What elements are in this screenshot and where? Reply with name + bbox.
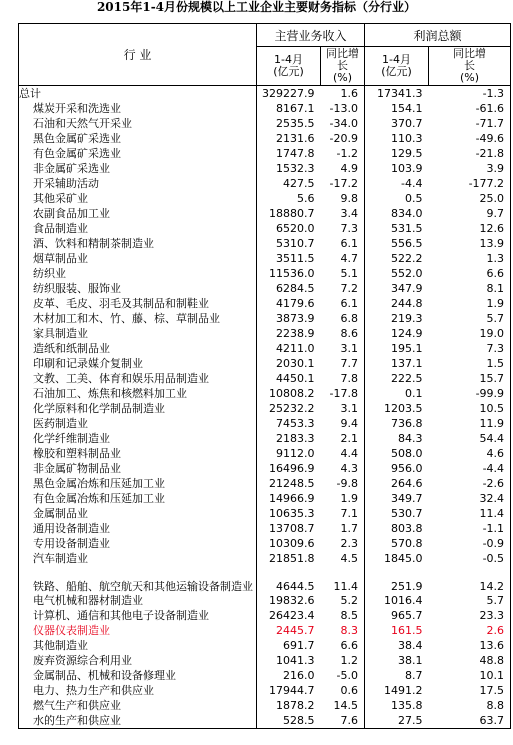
industry-name-cell: 造纸和纸制品业 bbox=[19, 341, 257, 356]
table-row bbox=[19, 356, 511, 371]
revenue-growth-cell: 1.9 bbox=[321, 491, 365, 506]
profit-value-cell: 110.3 bbox=[391, 132, 423, 145]
revenue-growth-cell: -1.2 bbox=[321, 146, 365, 161]
profit-growth-cell: 54.4 bbox=[429, 431, 511, 446]
table-row bbox=[19, 191, 511, 206]
industry-name-cell: 电力、热力生产和供应业 bbox=[19, 683, 257, 698]
revenue-value-cell: 21851.8 bbox=[269, 552, 315, 565]
profit-growth-cell: 8.1 bbox=[429, 281, 511, 296]
revenue-growth-cell: 6.1 bbox=[321, 236, 365, 251]
profit-value-cell: 530.7 bbox=[391, 507, 423, 520]
revenue-value-cell: 10808.2 bbox=[269, 387, 315, 400]
profit-growth-cell: 14.2 bbox=[429, 566, 511, 593]
table-row bbox=[19, 116, 511, 131]
revenue-group-header: 主营业务收入 bbox=[257, 24, 365, 47]
revenue-growth-cell: 8.3 bbox=[321, 623, 365, 638]
table-row bbox=[19, 146, 511, 161]
table-row bbox=[19, 668, 511, 683]
revenue-value-cell: 1041.3 bbox=[276, 654, 315, 667]
table-body bbox=[19, 86, 511, 729]
revenue-value-cell: 4211.0 bbox=[276, 342, 315, 355]
profit-value-cell: 103.9 bbox=[391, 162, 423, 175]
revenue-value-cell: 25232.2 bbox=[269, 402, 315, 415]
revenue-value-cell: 691.7 bbox=[283, 639, 315, 652]
profit-growth-cell: -99.9 bbox=[429, 386, 511, 401]
profit-value-cell: 219.3 bbox=[391, 312, 423, 325]
profit-value-cell: 0.5 bbox=[405, 192, 423, 205]
table-row bbox=[19, 206, 511, 221]
industry-name-cell: 文教、工美、体育和娱乐用品制造业 bbox=[19, 371, 257, 386]
profit-growth-cell: 3.9 bbox=[429, 161, 511, 176]
profit-growth-cell: 9.7 bbox=[429, 206, 511, 221]
industry-name-cell: 煤炭开采和洗选业 bbox=[19, 101, 257, 116]
revenue-value-cell: 2238.9 bbox=[276, 327, 315, 340]
industry-name-cell: 黑色金属冶炼和压延加工业 bbox=[19, 476, 257, 491]
profit-growth-cell: -2.6 bbox=[429, 476, 511, 491]
table-row bbox=[19, 131, 511, 146]
profit-value-cell: 0.1 bbox=[405, 387, 423, 400]
profit-growth-cell: 25.0 bbox=[429, 191, 511, 206]
industry-name-cell: 木材加工和木、竹、藤、棕、草制品业 bbox=[19, 311, 257, 326]
table-row bbox=[19, 476, 511, 491]
table-row bbox=[19, 221, 511, 236]
revenue-growth-cell: 9.8 bbox=[321, 191, 365, 206]
revenue-value-cell: 10309.6 bbox=[269, 537, 315, 550]
table-row bbox=[19, 698, 511, 713]
revenue-growth-cell: 3.1 bbox=[321, 341, 365, 356]
table-row bbox=[19, 101, 511, 116]
revenue-growth-cell: 6.6 bbox=[321, 638, 365, 653]
revenue-value-cell: 21248.5 bbox=[269, 477, 315, 490]
revenue-growth-cell: -5.0 bbox=[321, 668, 365, 683]
revenue-growth-cell: 7.1 bbox=[321, 506, 365, 521]
profit-growth-cell: 8.8 bbox=[429, 698, 511, 713]
industry-name-cell: 非金属矿物制品业 bbox=[19, 461, 257, 476]
profit-growth-cell: 12.6 bbox=[429, 221, 511, 236]
revenue-growth-header: 同比增 长 (%) bbox=[321, 47, 365, 86]
industry-name-cell: 食品制造业 bbox=[19, 221, 257, 236]
industry-header: 行 业 bbox=[19, 24, 257, 86]
profit-growth-cell: -0.9 bbox=[429, 536, 511, 551]
revenue-value-cell: 9112.0 bbox=[276, 447, 315, 460]
revenue-growth-cell: 1.7 bbox=[321, 521, 365, 536]
profit-value-cell: 531.5 bbox=[391, 222, 423, 235]
revenue-value-cell: 2030.1 bbox=[276, 357, 315, 370]
revenue-value-cell: 3511.5 bbox=[276, 252, 315, 265]
revenue-value-cell: 3873.9 bbox=[276, 312, 315, 325]
profit-value-cell: 956.0 bbox=[391, 462, 423, 475]
revenue-growth-cell: 2.1 bbox=[321, 431, 365, 446]
revenue-growth-cell: -34.0 bbox=[321, 116, 365, 131]
revenue-growth-cell: 7.3 bbox=[321, 221, 365, 236]
profit-value-cell: 38.4 bbox=[398, 639, 423, 652]
profit-value-cell: 736.8 bbox=[391, 417, 423, 430]
profit-value-cell: 370.7 bbox=[391, 117, 423, 130]
revenue-value-cell: 6284.5 bbox=[276, 282, 315, 295]
revenue-value-cell: 18880.7 bbox=[269, 207, 315, 220]
table-row bbox=[19, 566, 511, 593]
profit-growth-cell: -4.4 bbox=[429, 461, 511, 476]
revenue-growth-cell: 3.1 bbox=[321, 401, 365, 416]
revenue-value-cell: 216.0 bbox=[283, 669, 315, 682]
table-row bbox=[19, 236, 511, 251]
revenue-growth-cell: -17.2 bbox=[321, 176, 365, 191]
industry-name-cell: 仪器仪表制造业 bbox=[19, 623, 257, 638]
revenue-growth-cell: 6.1 bbox=[321, 296, 365, 311]
revenue-growth-cell: 9.4 bbox=[321, 416, 365, 431]
table-row bbox=[19, 506, 511, 521]
revenue-value-cell: 1747.8 bbox=[276, 147, 315, 160]
profit-value-cell: 135.8 bbox=[391, 699, 423, 712]
profit-growth-cell: 10.5 bbox=[429, 401, 511, 416]
table-row bbox=[19, 176, 511, 191]
table-row bbox=[19, 713, 511, 729]
revenue-growth-cell: 14.5 bbox=[321, 698, 365, 713]
profit-growth-cell: -61.6 bbox=[429, 101, 511, 116]
revenue-value-cell: 4450.1 bbox=[276, 372, 315, 385]
revenue-value-cell: 6520.0 bbox=[276, 222, 315, 235]
profit-growth-cell: 5.7 bbox=[429, 311, 511, 326]
profit-value-cell: -4.4 bbox=[401, 177, 423, 190]
profit-value-cell: 244.8 bbox=[391, 297, 423, 310]
industry-name-cell: 纺织服装、服饰业 bbox=[19, 281, 257, 296]
table-row bbox=[19, 536, 511, 551]
industry-name-cell: 石油加工、炼焦和核燃料加工业 bbox=[19, 386, 257, 401]
revenue-value-cell: 2535.5 bbox=[276, 117, 315, 130]
profit-growth-cell: 17.5 bbox=[429, 683, 511, 698]
table-row bbox=[19, 401, 511, 416]
revenue-value-cell: 2183.3 bbox=[276, 432, 315, 445]
industry-name-cell: 汽车制造业 bbox=[19, 551, 257, 566]
profit-value-cell: 803.8 bbox=[391, 522, 423, 535]
profit-growth-cell: -49.6 bbox=[429, 131, 511, 146]
profit-value-cell: 1845.0 bbox=[384, 552, 423, 565]
profit-growth-cell: 19.0 bbox=[429, 326, 511, 341]
industry-name-cell: 专用设备制造业 bbox=[19, 536, 257, 551]
profit-value-cell: 124.9 bbox=[391, 327, 423, 340]
table-row bbox=[19, 608, 511, 623]
revenue-value-cell: 5310.7 bbox=[276, 237, 315, 250]
table-row bbox=[19, 281, 511, 296]
profit-growth-cell: -21.8 bbox=[429, 146, 511, 161]
table-row bbox=[19, 266, 511, 281]
industry-name-cell: 黑色金属矿采选业 bbox=[19, 131, 257, 146]
industry-name-cell: 家具制造业 bbox=[19, 326, 257, 341]
table-row bbox=[19, 371, 511, 386]
profit-growth-cell: 15.7 bbox=[429, 371, 511, 386]
profit-growth-cell: 48.8 bbox=[429, 653, 511, 668]
table-header bbox=[19, 24, 511, 86]
industry-name-cell: 橡胶和塑料制品业 bbox=[19, 446, 257, 461]
profit-growth-cell: 5.7 bbox=[429, 593, 511, 608]
revenue-growth-cell: 4.9 bbox=[321, 161, 365, 176]
table-row bbox=[19, 161, 511, 176]
profit-growth-cell: -71.7 bbox=[429, 116, 511, 131]
revenue-growth-cell: 4.7 bbox=[321, 251, 365, 266]
industry-name-cell: 有色金属冶炼和压延加工业 bbox=[19, 491, 257, 506]
revenue-growth-cell: -9.8 bbox=[321, 476, 365, 491]
revenue-growth-cell: 2.3 bbox=[321, 536, 365, 551]
industry-name-cell: 烟草制品业 bbox=[19, 251, 257, 266]
revenue-value-cell: 26423.4 bbox=[269, 609, 315, 622]
table-row bbox=[19, 638, 511, 653]
table-row bbox=[19, 653, 511, 668]
revenue-value-cell: 2131.6 bbox=[276, 132, 315, 145]
revenue-growth-cell: 4.5 bbox=[321, 551, 365, 566]
profit-value-cell: 834.0 bbox=[391, 207, 423, 220]
profit-value-cell: 251.9 bbox=[391, 580, 423, 593]
industry-name-cell: 金属制品业 bbox=[19, 506, 257, 521]
profit-growth-cell: 10.1 bbox=[429, 668, 511, 683]
industry-name-cell: 有色金属矿采选业 bbox=[19, 146, 257, 161]
profit-value-cell: 38.1 bbox=[398, 654, 423, 667]
revenue-growth-cell: 5.2 bbox=[321, 593, 365, 608]
revenue-growth-cell: 7.2 bbox=[321, 281, 365, 296]
revenue-growth-cell: 1.2 bbox=[321, 653, 365, 668]
industry-name-cell: 其他制造业 bbox=[19, 638, 257, 653]
profit-growth-cell: -177.2 bbox=[429, 176, 511, 191]
revenue-value-cell: 427.5 bbox=[283, 177, 315, 190]
profit-value-cell: 161.5 bbox=[391, 624, 423, 637]
profit-value-cell: 264.6 bbox=[391, 477, 423, 490]
profit-value-cell: 570.8 bbox=[391, 537, 423, 550]
revenue-value-cell: 1532.3 bbox=[276, 162, 315, 175]
industry-name-cell: 非金属矿采选业 bbox=[19, 161, 257, 176]
revenue-value-cell: 13708.7 bbox=[269, 522, 315, 535]
table-row bbox=[19, 296, 511, 311]
revenue-growth-cell: 6.8 bbox=[321, 311, 365, 326]
profit-growth-cell: -0.5 bbox=[429, 551, 511, 566]
profit-growth-cell: 23.3 bbox=[429, 608, 511, 623]
profit-growth-cell: 7.3 bbox=[429, 341, 511, 356]
profit-value-cell: 349.7 bbox=[391, 492, 423, 505]
industry-name-cell: 化学原料和化学制品制造业 bbox=[19, 401, 257, 416]
table-row bbox=[19, 311, 511, 326]
revenue-value-cell: 14966.9 bbox=[269, 492, 315, 505]
industry-name-cell: 印刷和记录媒介复制业 bbox=[19, 356, 257, 371]
revenue-value-header: 1-4月 (亿元) bbox=[257, 47, 321, 86]
revenue-value-cell: 5.6 bbox=[297, 192, 315, 205]
table-row bbox=[19, 341, 511, 356]
profit-value-cell: 1203.5 bbox=[384, 402, 423, 415]
revenue-value-cell: 19832.6 bbox=[269, 594, 315, 607]
industry-name-cell: 总计 bbox=[19, 86, 257, 102]
profit-growth-cell: -1.1 bbox=[429, 521, 511, 536]
revenue-growth-cell: 1.6 bbox=[321, 86, 365, 102]
revenue-growth-cell: 7.8 bbox=[321, 371, 365, 386]
revenue-growth-cell: 4.4 bbox=[321, 446, 365, 461]
profit-growth-cell: 11.4 bbox=[429, 506, 511, 521]
industry-name-cell: 燃气生产和供应业 bbox=[19, 698, 257, 713]
industry-name-cell: 化学纤维制造业 bbox=[19, 431, 257, 446]
industry-name-cell: 石油和天然气开采业 bbox=[19, 116, 257, 131]
profit-value-cell: 154.1 bbox=[391, 102, 423, 115]
profit-value-cell: 84.3 bbox=[398, 432, 423, 445]
profit-growth-cell: 1.5 bbox=[429, 356, 511, 371]
profit-value-cell: 552.0 bbox=[391, 267, 423, 280]
revenue-value-cell: 329227.9 bbox=[262, 87, 315, 100]
profit-growth-header: 同比增 长 (%) bbox=[429, 47, 511, 86]
profit-growth-cell: 1.3 bbox=[429, 251, 511, 266]
revenue-value-cell: 2445.7 bbox=[276, 624, 315, 637]
profit-value-cell: 508.0 bbox=[391, 447, 423, 460]
profit-value-cell: 222.5 bbox=[391, 372, 423, 385]
table-row bbox=[19, 446, 511, 461]
table-row bbox=[19, 551, 511, 566]
revenue-value-cell: 4179.6 bbox=[276, 297, 315, 310]
industry-name-cell: 铁路、船舶、航空航天和其他运输设备制造业 bbox=[19, 566, 257, 593]
profit-growth-cell: 1.9 bbox=[429, 296, 511, 311]
profit-growth-cell: 2.6 bbox=[429, 623, 511, 638]
industry-name-cell: 其他采矿业 bbox=[19, 191, 257, 206]
revenue-value-cell: 10635.3 bbox=[269, 507, 315, 520]
revenue-growth-cell: 5.1 bbox=[321, 266, 365, 281]
profit-growth-cell: 13.9 bbox=[429, 236, 511, 251]
industry-name-cell: 酒、饮料和精制茶制造业 bbox=[19, 236, 257, 251]
profit-value-cell: 965.7 bbox=[391, 609, 423, 622]
industry-name-cell: 农副食品加工业 bbox=[19, 206, 257, 221]
page-title: 2015年1-4月份规模以上工业企业主要财务指标（分行业） bbox=[96, 0, 417, 14]
revenue-growth-cell: 7.6 bbox=[321, 713, 365, 729]
profit-growth-cell: 11.9 bbox=[429, 416, 511, 431]
industry-name-cell: 皮革、毛皮、羽毛及其制品和制鞋业 bbox=[19, 296, 257, 311]
profit-group-header: 利润总额 bbox=[365, 24, 511, 47]
industry-name-cell: 电气机械和器材制造业 bbox=[19, 593, 257, 608]
industry-name-cell: 金属制品、机械和设备修理业 bbox=[19, 668, 257, 683]
industry-name-cell: 计算机、通信和其他电子设备制造业 bbox=[19, 608, 257, 623]
revenue-growth-cell: 4.3 bbox=[321, 461, 365, 476]
financial-indicators-table bbox=[18, 23, 511, 729]
profit-value-cell: 522.2 bbox=[391, 252, 423, 265]
revenue-value-cell: 7453.3 bbox=[276, 417, 315, 430]
table-row bbox=[19, 593, 511, 608]
table-row bbox=[19, 431, 511, 446]
table-row bbox=[19, 461, 511, 476]
profit-value-cell: 1491.2 bbox=[384, 684, 423, 697]
profit-value-cell: 17341.3 bbox=[377, 87, 423, 100]
table-row bbox=[19, 521, 511, 536]
industry-name-cell: 通用设备制造业 bbox=[19, 521, 257, 536]
profit-growth-cell: 13.6 bbox=[429, 638, 511, 653]
table-row bbox=[19, 683, 511, 698]
revenue-value-cell: 4644.5 bbox=[276, 580, 315, 593]
revenue-value-cell: 528.5 bbox=[257, 713, 321, 729]
revenue-growth-cell: -17.8 bbox=[321, 386, 365, 401]
table-row bbox=[19, 416, 511, 431]
profit-growth-cell: -1.3 bbox=[429, 86, 511, 102]
table-row bbox=[19, 386, 511, 401]
industry-name-cell: 开采辅助活动 bbox=[19, 176, 257, 191]
revenue-value-cell: 16496.9 bbox=[269, 462, 315, 475]
revenue-growth-cell: -13.0 bbox=[321, 101, 365, 116]
industry-name-cell: 水的生产和供应业 bbox=[19, 713, 257, 729]
revenue-growth-cell: 7.7 bbox=[321, 356, 365, 371]
profit-growth-cell: 32.4 bbox=[429, 491, 511, 506]
profit-value-cell: 129.5 bbox=[391, 147, 423, 160]
revenue-growth-cell: 8.6 bbox=[321, 326, 365, 341]
industry-name-cell: 纺织业 bbox=[19, 266, 257, 281]
table-row bbox=[19, 326, 511, 341]
industry-name-cell: 废弃资源综合利用业 bbox=[19, 653, 257, 668]
revenue-value-cell: 17944.7 bbox=[269, 684, 315, 697]
revenue-growth-cell: 0.6 bbox=[321, 683, 365, 698]
profit-value-cell: 8.7 bbox=[405, 669, 423, 682]
revenue-growth-cell: 11.4 bbox=[321, 566, 365, 593]
revenue-value-cell: 1878.2 bbox=[276, 699, 315, 712]
profit-growth-cell: 63.7 bbox=[429, 713, 511, 729]
revenue-value-cell: 8167.1 bbox=[276, 102, 315, 115]
table-row bbox=[19, 623, 511, 638]
profit-value-cell: 195.1 bbox=[391, 342, 423, 355]
profit-value-cell: 556.5 bbox=[391, 237, 423, 250]
profit-value-cell: 27.5 bbox=[365, 713, 429, 729]
table-row bbox=[19, 86, 511, 102]
profit-growth-cell: 6.6 bbox=[429, 266, 511, 281]
profit-growth-cell: 4.6 bbox=[429, 446, 511, 461]
industry-name-cell: 医药制造业 bbox=[19, 416, 257, 431]
revenue-growth-cell: 3.4 bbox=[321, 206, 365, 221]
table-row bbox=[19, 491, 511, 506]
profit-value-header: 1-4月 (亿元) bbox=[365, 47, 429, 86]
profit-value-cell: 137.1 bbox=[391, 357, 423, 370]
revenue-value-cell: 11536.0 bbox=[269, 267, 315, 280]
profit-value-cell: 1016.4 bbox=[384, 594, 423, 607]
revenue-growth-cell: 8.5 bbox=[321, 608, 365, 623]
table-row bbox=[19, 251, 511, 266]
revenue-growth-cell: -20.9 bbox=[321, 131, 365, 146]
profit-value-cell: 347.9 bbox=[391, 282, 423, 295]
